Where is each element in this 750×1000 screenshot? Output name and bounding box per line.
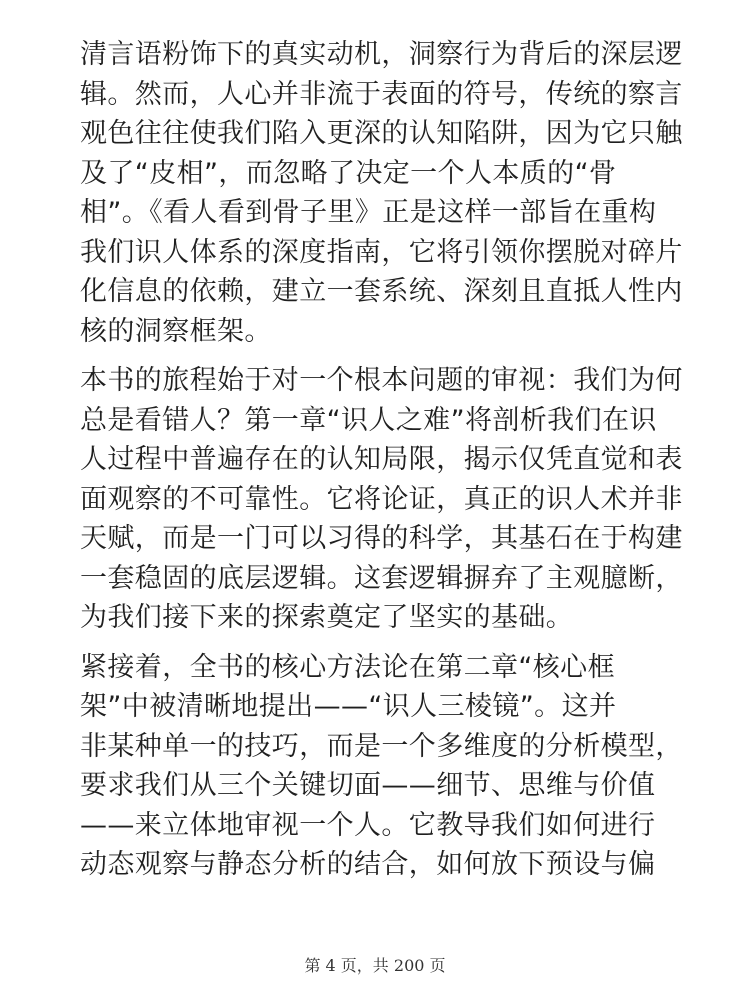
text-line: ——来立体地审视一个人。它教导我们如何进行 <box>80 809 656 841</box>
text-line: 动态观察与静态分析的结合，如何放下预设与偏 <box>80 849 656 880</box>
text-line: 为我们接下来的探索奠定了坚实的基础。 <box>80 602 574 633</box>
paragraph-1 <box>80 35 683 351</box>
paragraph-2 <box>80 361 683 638</box>
text-line: 清言语粉饰下的真实动机，洞察行为背后的深层逻 <box>80 39 683 70</box>
text-line: 化信息的依赖，建立一套系统、深刻且直抵人性内 <box>80 276 683 307</box>
text-line: 天赋，而是一门可以习得的科学，其基石在于构建 <box>80 523 683 554</box>
paragraph-3 <box>80 648 683 885</box>
text-line: 人过程中普遍存在的认知局限，揭示仅凭直觉和表 <box>80 444 683 475</box>
text-line: 观色往往使我们陷入更深的认知陷阱，因为它只触 <box>80 118 683 149</box>
text-line: 紧接着，全书的核心方法论在第二章“核心框 <box>80 651 615 683</box>
text-line: 相”。《看人看到骨子里》正是这样一部旨在重构 <box>80 197 657 228</box>
text-line: 核的洞察框架。 <box>80 315 272 347</box>
text-line: 总是看错人？第一章“识人之难”将剖析我们在识 <box>80 404 657 436</box>
text-line: 我们识人体系的深度指南，它将引领你摆脱对碎片 <box>80 236 683 268</box>
text-line: 一套稳固的底层逻辑。这套逻辑摒弃了主观臆断， <box>80 562 683 594</box>
text-line: 架”中被清晰地提出——“识人三棱镜”。这并 <box>80 691 617 722</box>
text-line: 面观察的不可靠性。它将论证，真正的识人术并非 <box>80 483 683 515</box>
text-line: 非某种单一的技巧，而是一个多维度的分析模型， <box>80 730 683 762</box>
page-number-footer: 第 4 页，共 200 页 <box>304 956 446 975</box>
document-body <box>80 35 683 895</box>
text-line: 及了“皮相”，而忽略了决定一个人本质的“骨 <box>80 157 617 189</box>
text-line: 辑。然而，人心并非流于表面的符号，传统的察言 <box>80 78 683 110</box>
text-line: 本书的旅程始于对一个根本问题的审视：我们为何 <box>80 365 683 396</box>
text-line: 要求我们从三个关键切面——细节、思维与价值 <box>80 770 656 801</box>
